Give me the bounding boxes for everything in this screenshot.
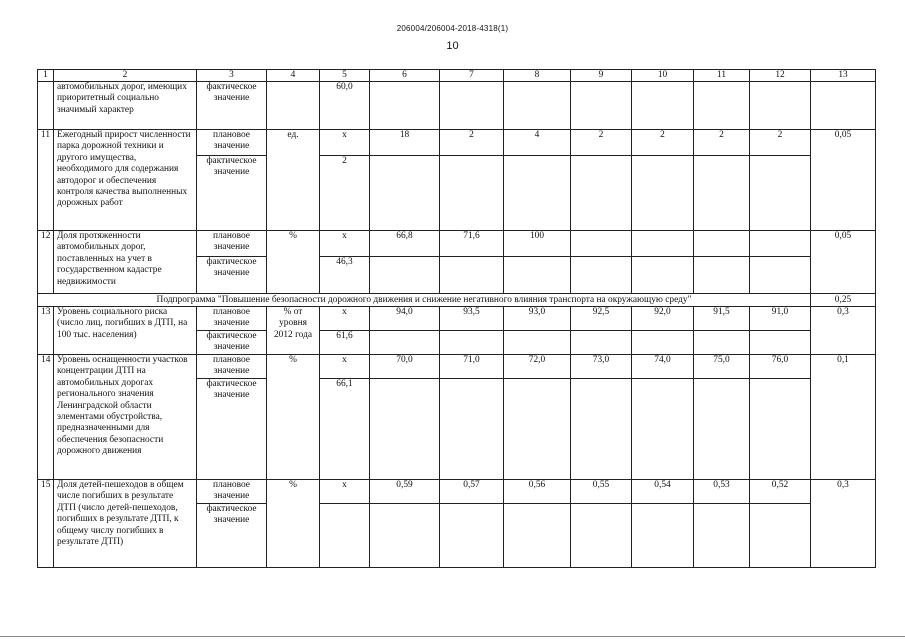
- value-cell: 60,0: [320, 82, 370, 130]
- value-cell: 91,5: [694, 307, 750, 331]
- indicators-table: [37, 69, 876, 568]
- unit-cell: [267, 82, 320, 130]
- col-header: 4: [267, 70, 320, 82]
- col-header: 8: [504, 70, 571, 82]
- value-cell: [694, 231, 750, 257]
- value-cell: 76,0: [750, 355, 811, 379]
- plan-label: плановое значение: [197, 231, 267, 257]
- value-cell: 100: [504, 231, 571, 257]
- unit-cell: %: [267, 480, 320, 568]
- value-cell: 2: [694, 130, 750, 156]
- row-number: 12: [38, 231, 54, 294]
- fact-label: фактическое значение: [197, 331, 267, 355]
- indicator-name: автомобильных дорог, имеющих приоритетный социально значимый характер: [54, 82, 197, 130]
- value-cell: 66,8: [370, 231, 440, 257]
- unit-cell: % от уровня 2012 года: [267, 307, 320, 355]
- fact-label: фактическое значение: [197, 156, 267, 231]
- table-row: [38, 130, 876, 156]
- value-cell: 2: [750, 130, 811, 156]
- document-id: 206004/206004-2018-4318(1): [396, 24, 509, 33]
- value-cell: 70,0: [370, 355, 440, 379]
- indicator-name: Доля протяженности автомобильных дорог, поставленных на учет в государственном кадастре недвижимости: [54, 231, 197, 294]
- col-header: 5: [320, 70, 370, 82]
- value-cell: 71,0: [440, 355, 504, 379]
- value-cell: 61,6: [320, 331, 370, 355]
- value-cell: 4: [504, 130, 571, 156]
- page-edge-line: [0, 636, 905, 637]
- value-cell: [632, 231, 694, 257]
- page-number: 10: [446, 40, 459, 52]
- col-header: 13: [811, 70, 876, 82]
- value-cell: 74,0: [632, 355, 694, 379]
- value-cell: 0,56: [504, 480, 571, 504]
- row-number: 14: [38, 355, 54, 480]
- fact-label: фактическое значение: [197, 257, 267, 294]
- value-cell: 91,0: [750, 307, 811, 331]
- value-cell: 92,5: [571, 307, 632, 331]
- subprogram-title: Подпрограмма "Повышение безопасности дорожного движения и снижение негативного влияния транспорта на окружающую среду": [38, 294, 811, 307]
- col-header: 1: [38, 70, 54, 82]
- value-cell: х: [320, 231, 370, 257]
- value-cell: 0,59: [370, 480, 440, 504]
- value-cell: 2: [632, 130, 694, 156]
- value-cell: 71,6: [440, 231, 504, 257]
- col-header: 12: [750, 70, 811, 82]
- col-header: 7: [440, 70, 504, 82]
- plan-label: плановое значение: [197, 307, 267, 331]
- weight-cell: 0,05: [811, 231, 876, 294]
- value-cell: 0,54: [632, 480, 694, 504]
- value-cell: х: [320, 480, 370, 504]
- unit-cell: %: [267, 355, 320, 480]
- value-cell: [750, 231, 811, 257]
- unit-cell: %: [267, 231, 320, 294]
- value-cell: 73,0: [571, 355, 632, 379]
- col-header: 9: [571, 70, 632, 82]
- value-cell: 2: [571, 130, 632, 156]
- row-number: 15: [38, 480, 54, 568]
- indicator-name: Доля детей-пешеходов в общем числе погибших в результате ДТП (число детей-пешеходов, погибших в результате ДТП, к общему числу погибших в результате ДТП): [54, 480, 197, 568]
- col-header: 2: [54, 70, 197, 82]
- value-cell: 93,5: [440, 307, 504, 331]
- weight-cell: 0,3: [811, 307, 876, 355]
- value-cell: 18: [370, 130, 440, 156]
- value-cell: 0,55: [571, 480, 632, 504]
- value-cell: 2: [320, 156, 370, 231]
- col-header: 3: [197, 70, 267, 82]
- row-number: [38, 82, 54, 130]
- value-cell: 0,53: [694, 480, 750, 504]
- value-cell: 2: [440, 130, 504, 156]
- value-cell: 66,1: [320, 379, 370, 480]
- value-cell: [571, 231, 632, 257]
- table-row: [38, 82, 876, 130]
- value-cell: х: [320, 355, 370, 379]
- table-row: [38, 355, 876, 379]
- value-cell: х: [320, 130, 370, 156]
- value-cell: 46,3: [320, 257, 370, 294]
- row-number: 13: [38, 307, 54, 355]
- fact-label: фактическое значение: [197, 82, 267, 130]
- fact-label: фактическое значение: [197, 504, 267, 568]
- value-cell: 75,0: [694, 355, 750, 379]
- plan-label: плановое значение: [197, 130, 267, 156]
- value-cell: х: [320, 307, 370, 331]
- weight-cell: 0,25: [811, 294, 876, 307]
- value-cell: 94,0: [370, 307, 440, 331]
- indicator-name: Уровень оснащенности участков концентрации ДТП на автомобильных дорогах регионального значения Ленинградской области элементами обустройства, предназначенными для обеспечения безопасности дорожного движения: [54, 355, 197, 480]
- col-header: 10: [632, 70, 694, 82]
- indicator-name: Уровень социального риска (число лиц, погибших в ДТП, на 100 тыс. населения): [54, 307, 197, 355]
- weight-cell: 0,05: [811, 130, 876, 231]
- plan-label: плановое значение: [197, 355, 267, 379]
- table-row: [38, 307, 876, 331]
- table-row: [38, 480, 876, 504]
- weight-cell: 0,1: [811, 355, 876, 480]
- row-number: 11: [38, 130, 54, 231]
- value-cell: 93,0: [504, 307, 571, 331]
- column-header-row: [38, 70, 876, 82]
- value-cell: 72,0: [504, 355, 571, 379]
- indicator-name: Ежегодный прирост численности парка дорожной техники и другого имущества, необходимого для содержания автодорог и обеспечения контроля качества выполненных дорожных работ: [54, 130, 197, 231]
- fact-label: фактическое значение: [197, 379, 267, 480]
- value-cell: 0,57: [440, 480, 504, 504]
- table-row: [38, 231, 876, 257]
- weight-cell: 0,3: [811, 480, 876, 568]
- value-cell: [320, 504, 370, 568]
- col-header: 6: [370, 70, 440, 82]
- col-header: 11: [694, 70, 750, 82]
- subprogram-row: [38, 294, 876, 307]
- value-cell: 92,0: [632, 307, 694, 331]
- unit-cell: ед.: [267, 130, 320, 231]
- plan-label: плановое значение: [197, 480, 267, 504]
- value-cell: 0,52: [750, 480, 811, 504]
